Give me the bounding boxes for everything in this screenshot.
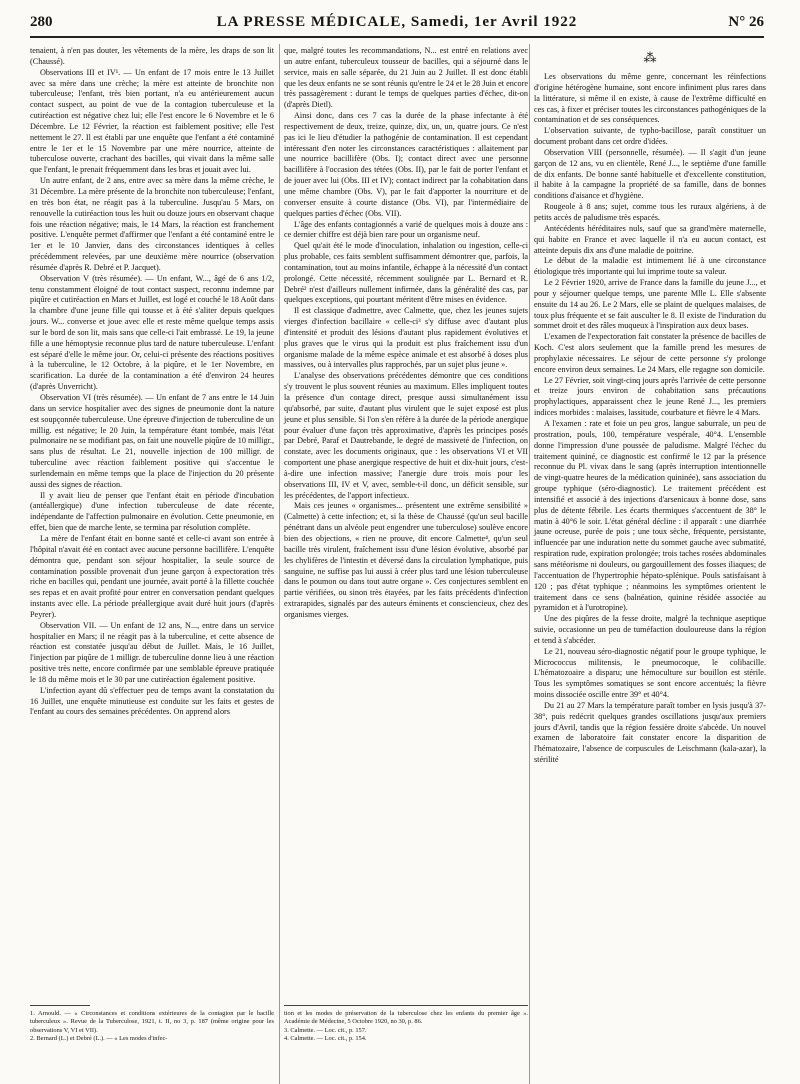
paragraph: Le 2 Février 1920, arrive de France dans la famille du jeune J..., et pour y séjourner quelque temps, une parente Mlle L. Elle s'absente ensuite du 14 au 26. Le 2 Mars, elle se plaint de quelques malaises, de toux plus fréquente et se fait ausculter le 8. Il existe de l'induration du sommet droit et des râles muqueux à l'inspiration aux deux bases. <box>534 278 766 331</box>
page-header <box>30 14 764 38</box>
column-right <box>534 46 766 766</box>
paragraph: L'observation suivante, de typho-bacillose, paraît constituer un document probant dans cet ordre d'idées. <box>534 126 766 147</box>
column-divider <box>529 44 530 1084</box>
paragraph: Observations III et IV¹. — Un enfant de 17 mois entre le 13 Juillet avec sa mère dans une crèche; la mère est atteinte de bronchite non tuberculeuse; l'enfant, très bien portant, n'a eu antérieurement aucun contact suspect, au point de vue de la contagion tuberculeuse et la cutiréaction est négative chez lui; elle l'est encore le 6 Novembre et le 6 Décembre. Le 12 Février, la réaction est faiblement positive; elle l'est nettement le 27. Il est établi par une enquête que l'enfant a été contaminé entre le 1er et le 15 Novembre par une mère nourrice, atteinte de tuberculose ouverte, crachant des bacilles, qui vivait dans la même salle que l'enfant, le prenait fréquemment dans les bras et jouait avec lui. <box>30 67 274 175</box>
footnote: 1. Arnould. — « Circonstances et conditions extérieures de la contagion par le bacille tuberculeux ». Revue de la Tuberculose, 1921, t. II, no 3, p. 187 (même origine pour les observations V, VI et VII). <box>30 1010 274 1034</box>
paragraph: Rougeole à 8 ans; sujet, comme tous les ruraux algériens, à de petits accès de paludisme très espacés. <box>534 202 766 222</box>
column-left <box>30 46 274 718</box>
footnote: 2. Bernard (L.) et Debré (L.). — « Les modes d'infec- <box>30 1034 168 1042</box>
section-separator-asterism: ⁂ <box>643 50 657 65</box>
paragraph: Le 27 Février, soit vingt-cinq jours après l'arrivée de cette personne et treize jours environ de cohabitation sans précautions prophylactiques, apparaissent chez le jeune René J..., les premiers indices morbides : malaises, lassitude, courbature et fièvre le 4 Mars. <box>534 375 766 418</box>
paragraph: Observation VI (très résumée). — Un enfant de 7 ans entre le 14 Juin dans un service hospitalier avec des signes de pneumonie dont la nature est soupçonnée tuberculeuse. Une épreuve d'injection de tuberculine de un millig. est négative; le 20 Juin, la température étant tombée, mais l'état pulmonaire ne se modifiant pas, on fait une nouvelle piqûre de 10 milligr., sans plus de résultat. Le 21, nouvelle injection de 100 milligr. de tuberculine avec réaction faiblement positive qui s'accentue le surlendemain en même temps que la place de l'injection du 20 présente aussi des signes de réaction. <box>30 393 274 489</box>
journal-title: LA PRESSE MÉDICALE, Samedi, 1er Avril 1922 <box>216 14 578 30</box>
paragraph: Observation VIII (personnelle, résumée). — Il s'agit d'un jeune garçon de 12 ans, vu en clientèle, René J..., le septième d'une famille de dix enfants. De bonne santé habituelle et d'excellente constitution, il habite à la campagne la propriété de sa famille, dans de bonnes conditions d'aisance et d'hygiène. <box>534 147 766 201</box>
footnote-rule <box>284 1005 528 1006</box>
paragraph: Antécédents héréditaires nuls, sauf que sa grand'mère maternelle, qui habite en France et avec laquelle il n'a eu aucun contact, est atteinte depuis dix ans d'une maladie de poitrine. <box>534 223 766 255</box>
paragraph: Le début de la maladie est intimement lié à une circonstance étiologique très importante qui lui imprime toute sa valeur. <box>534 256 766 277</box>
paragraph: La mère de l'enfant était en bonne santé et celle-ci avant son entrée à l'hôpital n'avait été en contact avec aucune personne bacillifère. L'enquête démontra que, pendant son séjour hospitalier, la seule source de contamination possible provenait d'un jeune garçon à expectoration très riche en bacilles qui, pendant une journée, avait porté à la fillette couchée ses repas et en avait profité pour entrer en conversation pendant quelques instants avec elle. La période préallergique avait duré huit jours (d'après Peyrer). <box>30 533 274 619</box>
paragraph: Une des piqûres de la fesse droite, malgré la technique aseptique suivie, occasionne un peu de tuméfaction douloureuse dans la région et tend à s'abcéder. <box>534 614 766 645</box>
paragraph: Les observations du même genre, concernant les réinfections d'origine hétérogène humaine, sont encore infiniment plus rares dans la littérature, si même il en existe, à cause de l'extrême difficulté en ces cas, à fixer et préciser toutes les circonstances pathogéniques de la contamination et de ses conséquences. <box>534 72 766 125</box>
column-divider <box>279 44 280 1084</box>
issue-number: N° 26 <box>728 14 764 30</box>
paragraph: L'examen de l'expectoration fait constater la présence de bacilles de Koch. C'est alors seulement que la famille prend les mesures de prophylaxie nécessaires. Le séjour de cette personne s'y prolonge encore environ deux semaines. Le 24 Mars, elle regagne son domicile. <box>534 332 766 374</box>
footnotes-left <box>30 1010 274 1043</box>
paragraph: L'âge des enfants contagionnés a varié de quelques mois à douze ans : ce dernier chiffre est déjà bien rare pour un organisme neuf. <box>284 219 528 240</box>
footnote-rule <box>30 1005 90 1006</box>
paragraph: Du 21 au 27 Mars la température paraît tomber en lysis jusqu'à 37-38°, puis redécrit quelques grandes oscillations jusqu'aux premiers jours d'Avril, tandis que la région fessière droite s'abcède. Un nouvel examen de laboratoire fait constater encore la disparition de l'hématozaire, l'absence de corpuscules de Leischmann (kala-azar), la stérilité <box>534 700 766 765</box>
paragraph: Observation VII. — Un enfant de 12 ans, N..., entre dans un service hospitalier en Mars; il ne réagit pas à la tuberculine, et cette absence de réaction est constatée jusqu'au début de Juillet. Mais, le 16 Juillet, l'injection par piqûre de 1 milligr. de tuberculine donne lieu à une réaction positive très nette, encore confirmée par une semblable épreuve pratiquée le 18 du même mois et le 30 par une cutiréaction également positive. <box>30 620 274 684</box>
paragraph: Observation V (très résumée). — Un enfant, W..., âgé de 6 ans 1/2, tenu constamment éloigné de tout contact suspect, reconnu indemne par piqûre et cutiréaction en Mars et Juillet, est logé et couché le 18 Août dans la chambre d'une jeune fille qui tousse et à été s'aliter depuis quelques jours. W... converse et joue avec elle et reste même quelque temps assis sur le bord de son lit, mais sans que celle-ci l'ait embrassé. Le 19, la jeune fille a une hémoptysie reconnue plus tard de nature tuberculeuse. L'enfant est séparé d'elle le même jour. Or, celui-ci présente des réactions positives à la tuberculine, le 12 Octobre, à la piqûre, et le 1er Novembre, en scarification. La durée de la contamination a été d'environ 24 heures (d'après Unverricht). <box>30 273 274 392</box>
footnote: 4. Calmette. — Loc. cit., p. 154. <box>284 1034 367 1042</box>
page-number: 280 <box>30 14 53 30</box>
paragraph: tenaient, à n'en pas douter, les vêtements de la mère, les draps de son lit (Chaussé). <box>30 46 274 66</box>
paragraph: Il y avait lieu de penser que l'enfant était en période d'incubation (antéallergique) d'une infection tuberculeuse de date récente, indépendante de l'affection pulmonaire en évolution. Cette pneumonie, en effet, bien que de marche lente, se termina par résolution complète. <box>30 490 274 533</box>
paragraph: Quel qu'ait été le mode d'inoculation, inhalation ou ingestion, celle-ci plus probable, ces faits semblent suffisamment démontrer que, parfois, la contamination, tout au moins infantile, échappe à la nécessité d'un contact prolongé. Cette nécessité, récemment soulignée par L. Bernard et R. Debré² n'est d'ailleurs nullement infirmée, dans la généralité des cas, par quelques exceptions, qui pourtant méritent d'être mises en évidence. <box>284 241 528 305</box>
paragraph: Le 21, nouveau séro-diagnostic négatif pour le groupe typhique, le Micrococcus militensis, le pneumocoque, le colibacille. L'hématozoaire a disparu; une hémoculture sur bouillon est stérile. Tous les symptômes somatiques se sont encore accentués; la fièvre moins dissociée oscille entre 39° et 40°4. <box>534 646 766 700</box>
paragraph: A l'examen : rate et foie un peu gros, langue saburrale, un peu de prostration, pouls, 100, température vespérale, 40°4. L'ensemble donne l'impression d'une poussée de paludisme. Malgré l'échec du traitement quininé, ce diagnostic est confirmé le 12 par la présence reconnue du Pl. vivax dans le sang (après interruption intentionnelle de vingt-quatre heures de la médication quininée), sans association du groupe typhique (séro-diagnostic). Le traitement précédent est intensifié et associé à des injections d'arsenicaux à bonne dose, sans plus de détente fébrile. Les écarts thermiques s'accentuent de 38° le matin à 40°6 le soir. L'état général décline : il apparaît : une diarrhée jaune ocreuse, purée de pois ; une toux sèche, fréquente, persistante, influencée par une induration nette du sommet gauche avec submatité, respiration rude, expiration prolongée; trois taches rosées abdominales sans météorisme ni douleurs, ou gargouillement des fosses iliaques; de l'accentuation de l'hypertrophie hépato-splénique. Pouls satisfaisant à 120 ; pas d'état typhique ; néanmoins les symptômes orientent le traitement dans ce sens (balnéation, quinine résidée associée au pyramidon et à l'urotropine). <box>534 419 766 613</box>
paragraph: L'analyse des observations précédentes démontre que ces conditions s'y trouvent le plus souvent réunies au maximum. Elles impliquent toutes la présence d'un contage direct, presque aussi simultanément issu qu'absorbé, par suite, d'autant plus virulent que le sujet exposé est plus jeune et plus sensible. Si l'on s'en réfère à la durée de la période anergique pour évaluer d'une façon très approximative, d'après les principes posés par Debré, Paraf et Dautrebande, le degré de massiveté de l'infection, on constate, avec les documents originaux, que : les observations VI et VII comportent une phase anergique respective de huit et dix-huit jours, c'est-à-dire une infection massive; l'anergie dure trois mois pour les observations III, IV et V, avec, semble-t-il donc, un déficit sensible, sur les précédentes, de l'apport infectieux. <box>284 371 528 500</box>
footnote: tion et les modes de préservation de la tuberculose chez les enfants du premier âge ». Académie de Médecine, 5 Octobre 1920, no 30, p. 86. <box>284 1010 528 1026</box>
paragraph: que, malgré toutes les recommandations, N... est entré en relations avec un autre enfant, tuberculeux tousseur de bacilles, qui a séjourné dans le service, mais en salle séparée, du 21 Juin au 2 Juillet. Il est donc établi que les deux enfants ne se sont réunis qu'entre le 24 et le 28 Juin et encore très passagèrement : durant le temps de quelques parties d'échec, dit-on (d'après Dietl). <box>284 46 528 110</box>
paragraph: Ainsi donc, dans ces 7 cas la durée de la phase infectante à été respectivement de deux, treize, quinze, dix, un, un, quatre jours. Ce n'est pas ici le lieu d'étudier la pathogénie de contamination. Il est cependant intéressant d'en noter les circonstances caractéristiques : allaitement par une nourrice bacillifère (Obs. I); contact direct avec une personne bacillifère à l'occasion des tétées (Obs. II), par le fait de porter l'enfant et de jouer avec lui (Obs. III et IV); contact indirect par la cohabitation dans une même chambre (Obs. V), par le fait d'apporter la nourriture et de converser ensuite à courte distance (Obs. VI), par l'intermédiaire de quelques parties d'échec (Obs. VII). <box>284 111 528 218</box>
paragraph: Mais ces jeunes « organismes... présentent une extrême sensibilité » (Calmette) à cette infection; et, si la thèse de Chaussé (qu'un seul bacille pénétrant dans un alvéole peut engendrer une tuberculose) soulève encore bien des objections, « rien ne prouve, dit encore Calmette⁴, qu'un seul bacille très virulent, fraîchement issu d'une lésion évolutive, absorbé par les chylifères de l'intestin et déversé dans la circulation lymphatique, puis sanguine, ne suffise pas lui aussi à créer plus tard une lésion tuberculeuse dans le poumon ou dans tout autre organe ». Ces conjectures semblent en partie vérifiées, ou sinon très étayées, par les faits précédents d'infection extrarapides, signalés par des auteurs éminents et consciencieux, chez des organismes vierges. <box>284 501 528 619</box>
footnote: 3. Calmette. — Loc. cit., p. 157. <box>284 1026 367 1034</box>
column-middle <box>284 46 528 621</box>
footnotes-right <box>284 1010 528 1043</box>
paragraph: Un autre enfant, de 2 ans, entre avec sa mère dans la même crèche, le 31 Décembre. La mère présente de la bronchite non tuberculeuse; l'enfant, en très bon état, ne réagit pas à la tuberculine. Jusqu'au 5 Mars, on renouvelle la cutiréaction tous les huit ou douze jours en observant chaque fois une réaction négative; mais, le 14 Mars, la réaction est franchement positive. L'enquête permet d'affirmer que l'enfant a été contaminé entre le 1er et le 10 Janvier, dans des circonstances identiques à celles précédemment relevées, par une deuxième mère nourrice (observation résumée d'après R. Debré et P. Jacquet). <box>30 176 274 272</box>
paragraph: Il est classique d'admettre, avec Calmette, que, chez les jeunes sujets vierges d'infection bacillaire « celle-ci³ s'y diffuse avec d'autant plus d'intensité et produit des lésions d'autant plus rapidement évolutives et plus graves que le virus qui la produit est plus fraîchement issu d'un organisme malade de la même espèce animale et est absorbé à doses plus massives, ou à intervalles plus rapprochés, par un sujet plus jeune ». <box>284 306 528 370</box>
paragraph: L'infection ayant dû s'effectuer peu de temps avant la constatation du 16 Juillet, une enquête minutieuse est conduite sur les faits et gestes de l'enfant au cours des semaines précédentes. On apprend alors <box>30 685 274 717</box>
